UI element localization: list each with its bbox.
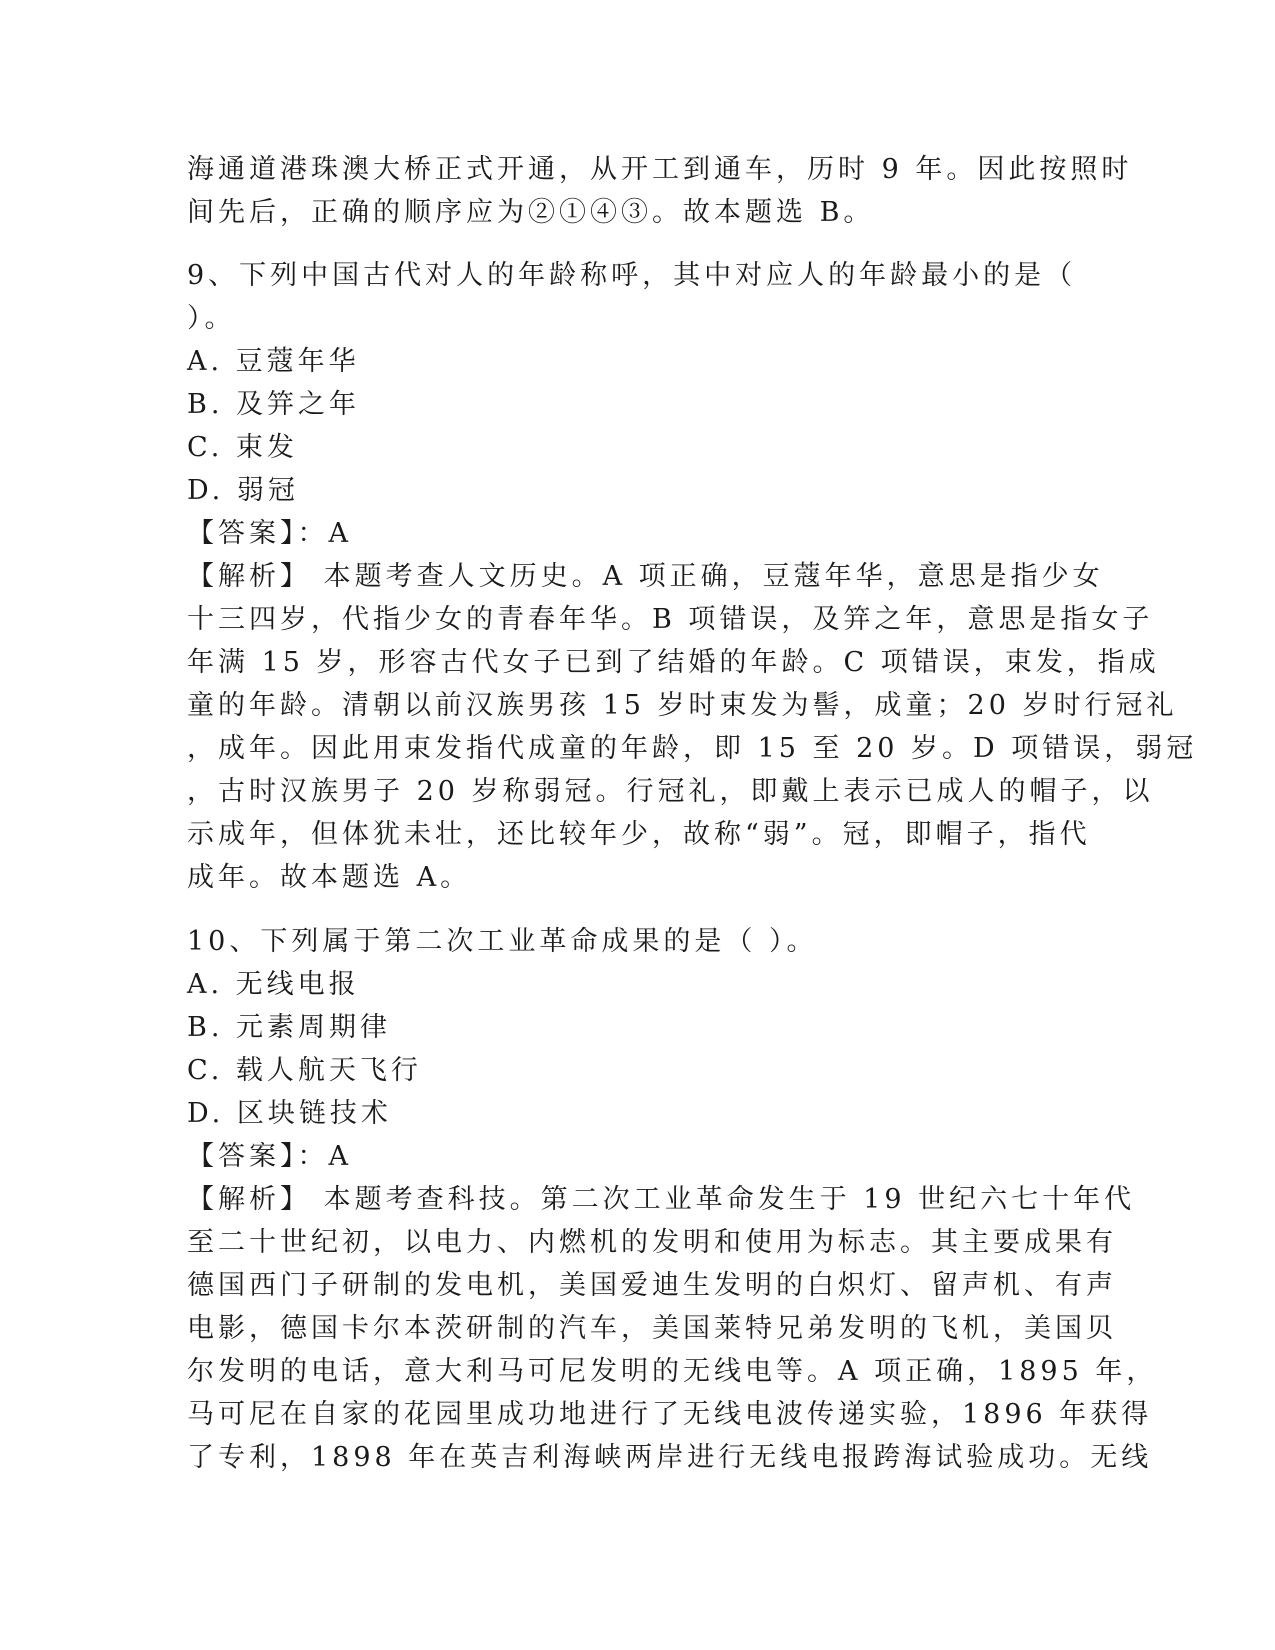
- question-9-explanation-line-6: ，古时汉族男子 20 岁称弱冠。行冠礼，即戴上表示已成人的帽子，以: [187, 776, 1154, 807]
- question-10-stem: 10、下列属于第二次工业革命成果的是（ ）。: [187, 926, 818, 957]
- question-9-explanation-line-4: 童的年龄。清朝以前汉族男孩 15 岁时束发为髻，成童；20 岁时行冠礼: [187, 690, 1178, 721]
- question-10-explanation-line-2: 至二十世纪初，以电力、内燃机的发明和使用为标志。其主要成果有: [187, 1227, 1117, 1258]
- question-10-option-a: A. 无线电报: [187, 969, 360, 1000]
- question-10-explanation-line-3: 德国西门子研制的发电机，美国爱迪生发明的白炽灯、留声机、有声: [187, 1270, 1117, 1301]
- question-10-explanation-line-7: 了专利，1898 年在英吉利海峡两岸进行无线电报跨海试验成功。无线: [187, 1442, 1153, 1473]
- question-10-option-b: B. 元素周期律: [187, 1012, 392, 1043]
- question-10-explanation-line-4: 电影，德国卡尔本茨研制的汽车，美国莱特兄弟发明的飞机，美国贝: [187, 1313, 1117, 1344]
- question-9-stem-line-1: 9、下列中国古代对人的年龄称呼，其中对应人的年龄最小的是（: [187, 260, 1077, 291]
- question-9-explanation-line-7: 示成年，但体犹未壮，还比较年少，故称“弱”。冠，即帽子，指代: [187, 819, 1091, 850]
- prev-explanation-line-1: 海通道港珠澳大桥正式开通，从开工到通车，历时 9 年。因此按照时: [187, 154, 1133, 185]
- question-9-option-b: B. 及笄之年: [187, 389, 361, 420]
- question-10-explanation-line-5: 尔发明的电话，意大利马可尼发明的无线电等。A 项正确，1895 年，: [187, 1356, 1158, 1387]
- question-9-explanation-line-3: 年满 15 岁，形容古代女子已到了结婚的年龄。C 项错误，束发，指成: [187, 647, 1160, 678]
- question-9-explanation-line-2: 十三四岁，代指少女的青春年华。B 项错误，及笄之年，意思是指女子: [187, 604, 1154, 635]
- question-9-explanation-line-1: 【解析】 本题考查人文历史。A 项正确，豆蔻年华，意思是指少女: [187, 561, 1104, 592]
- question-10-answer: 【答案】：A: [187, 1141, 352, 1172]
- question-10-option-c: C. 载人航天飞行: [187, 1055, 422, 1086]
- prev-explanation-line-2: 间先后，正确的顺序应为②①④③。故本题选 B。: [187, 197, 875, 228]
- question-9-answer: 【答案】：A: [187, 518, 352, 549]
- question-9-option-a: A. 豆蔻年华: [187, 346, 360, 377]
- question-10-explanation-line-6: 马可尼在自家的花园里成功地进行了无线电波传递实验，1896 年获得: [187, 1399, 1153, 1430]
- question-9-explanation-line-8: 成年。故本题选 A。: [187, 862, 472, 893]
- question-10-option-d: D. 区块链技术: [187, 1098, 392, 1129]
- question-10-explanation-line-1: 【解析】 本题考查科技。第二次工业革命发生于 19 世纪六七十年代: [187, 1184, 1136, 1215]
- question-9-stem-line-2: ）。: [187, 303, 236, 334]
- question-9-option-d: D. 弱冠: [187, 475, 299, 506]
- question-9-explanation-line-5: ，成年。因此用束发指代成童的年龄，即 15 至 20 岁。D 项错误，弱冠: [187, 733, 1198, 764]
- question-9-option-c: C. 束发: [187, 432, 298, 463]
